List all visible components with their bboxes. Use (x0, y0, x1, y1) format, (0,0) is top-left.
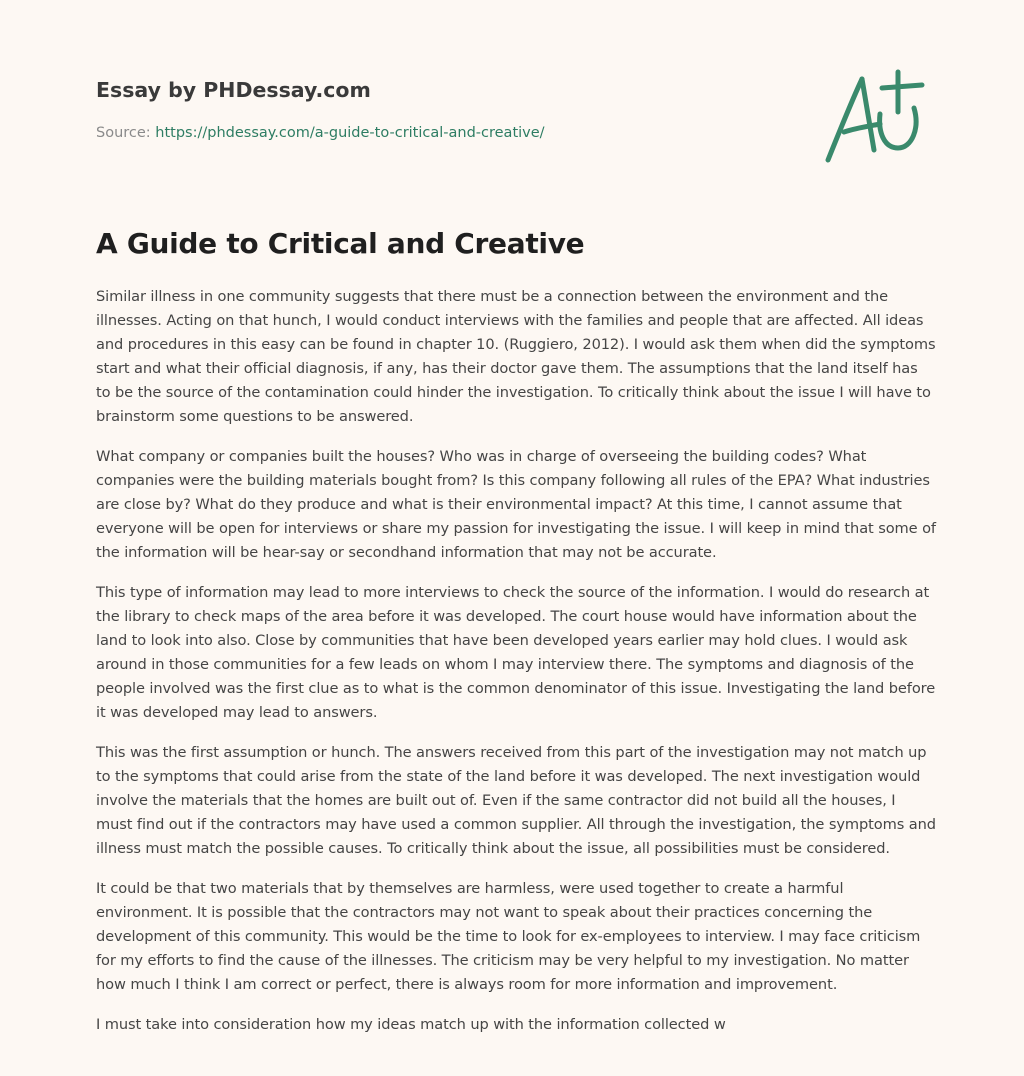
source-link[interactable]: https://phdessay.com/a-guide-to-critical-and-creative/ (155, 125, 545, 141)
essay-title: A Guide to Critical and Creative (96, 227, 585, 260)
source-line (96, 123, 696, 143)
essay-paragraph: This type of information may lead to more interviews to check the source of the information. I would do research at the library to check maps of the area before it was developed. The court house would have information about the land to look into also. Close by communities that have been developed years earlier may hold clues. I would ask around in those communities for a few leads on whom I may interview there. The symptoms and diagnosis of the people involved was the first clue as to what is the common denominator of this issue. Investigating the land before it was developed may lead to answers. (96, 584, 936, 721)
essay-paragraph: This was the first assumption or hunch. The answers received from this part of the investigation may not match up to the symptoms that could arise from the state of the land before it was developed. The next investigation would involve the materials that the homes are built out of. Even if the same contractor did not build all the houses, I must find out if the contractors may have used a common supplier. All through the investigation, the symptoms and illness must match the possible causes. To critically think about the issue, all possibilities must be considered. (96, 744, 936, 857)
essay-body (96, 285, 936, 1053)
essay-paragraph: What company or companies built the houses? Who was in charge of overseeing the building codes? What companies were the building materials bought from? Is this company following all rules of the EPA? What industries are close by? What do they produce and what is their environmental impact? At this time, I cannot assume that everyone will be open for interviews or share my passion for investigating the issue. I will keep in mind that some of the information will be hear-say or secondhand information that may not be accurate. (96, 448, 936, 561)
essay-header (96, 76, 696, 143)
source-label: Source: (96, 125, 156, 141)
a-plus-logo-icon (818, 66, 930, 166)
essay-paragraph: Similar illness in one community suggests that there must be a connection between the environment and the illnesses. Acting on that hunch, I would conduct interviews with the families and people that are affected. All ideas and procedures in this easy can be found in chapter 10. (Ruggiero, 2012). I would ask them when did the symptoms start and what their official diagnosis, if any, has their doctor gave them. The assumptions that the land itself has to be the source of the contamination could hinder the investigation. To critically think about the issue I will have to brainstorm some questions to be answered. (96, 288, 936, 425)
essay-paragraph: I must take into consideration how my ideas match up with the information collected w (96, 1016, 726, 1033)
essay-paragraph: It could be that two materials that by themselves are harmless, were used together to create a harmful environment. It is possible that the contractors may not want to speak about their practices concerning the development of this community. This would be the time to look for ex-employees to interview. I may face criticism for my efforts to find the cause of the illnesses. The criticism may be very helpful to my investigation. No matter how much I think I am correct or perfect, there is always room for more information and improvement. (96, 880, 921, 993)
brand-title: Essay by PHDessay.com (96, 78, 371, 102)
